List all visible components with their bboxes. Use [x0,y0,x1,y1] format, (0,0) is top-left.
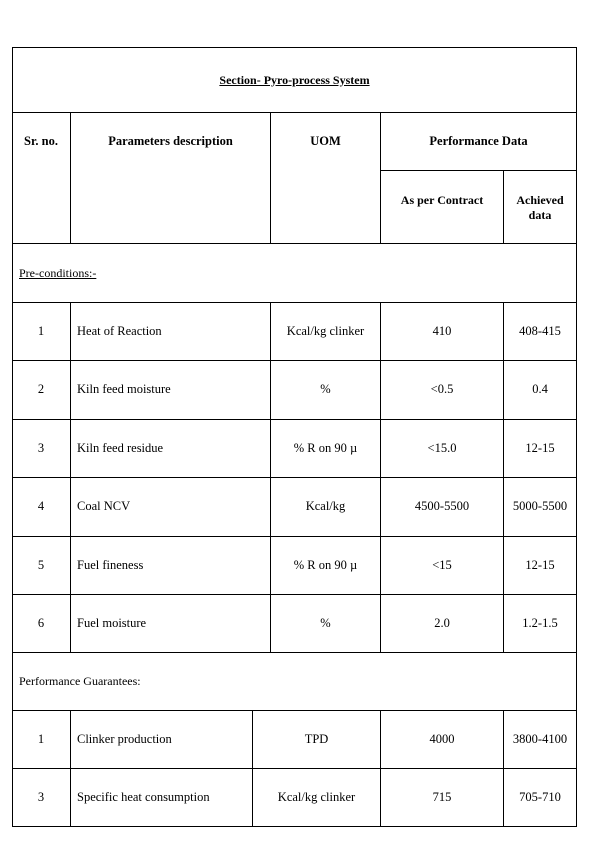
cell-contract: <0.5 [430,382,454,396]
cell-achieved: 3800-4100 [512,731,568,746]
cell-uom: % [320,382,331,396]
cell-parameter: Specific heat consumption [77,789,210,804]
cell-achieved: 408-415 [519,323,561,338]
cell-uom: % R on 90 µ [293,440,358,455]
header-parameter: Parameters description [108,134,233,148]
table-right-border [576,47,577,827]
cell-parameter: Fuel moisture [77,615,147,630]
cell-sr: 2 [37,382,45,396]
cell-sr: 3 [37,789,45,804]
cell-achieved: 1.2-1.5 [522,615,558,630]
cell-achieved: 0.4 [532,382,548,396]
cell-achieved: 12-15 [525,440,555,455]
cell-parameter: Kiln feed moisture [77,382,171,396]
section-preconditions: Pre-conditions:- [19,265,97,280]
cell-contract: 715 [432,789,452,804]
header-uom: UOM [310,134,341,148]
section-guarantees: Performance Guarantees: [19,674,141,688]
cell-sr: 1 [37,323,45,338]
cell-parameter: Coal NCV [77,499,131,513]
cell-uom: % R on 90 µ [293,557,358,572]
header-sr-no: Sr. no. [24,134,58,148]
table-bottom-border [12,826,577,827]
header-performance-data: Performance Data [429,134,528,148]
cell-contract: <15.0 [427,440,457,455]
cell-sr: 3 [37,440,45,455]
cell-uom: Kcal/kg clinker [286,323,365,338]
cell-achieved: 12-15 [525,557,555,572]
cell-uom: Kcal/kg [305,499,346,513]
cell-parameter: Heat of Reaction [77,323,162,338]
cell-sr: 6 [37,615,45,630]
cell-achieved: 5000-5500 [512,499,568,513]
cell-parameter: Clinker production [77,731,172,746]
cell-sr: 4 [37,499,45,513]
header-achieved-data: Achieved data [516,193,564,222]
cell-sr: 1 [37,731,45,746]
cell-sr: 5 [37,557,45,572]
cell-contract: 4500-5500 [414,499,470,513]
cell-parameter: Kiln feed residue [77,440,164,455]
cell-uom: % [320,615,331,630]
table-title: Section- Pyro-process System [219,72,370,87]
cell-contract: 4000 [429,731,455,746]
cell-contract: <15 [432,557,452,572]
cell-achieved: 705-710 [519,789,561,804]
cell-parameter: Fuel fineness [77,557,144,572]
cell-contract: 410 [432,323,452,338]
header-as-per-contract: As per Contract [400,193,484,207]
cell-uom: TPD [304,731,329,746]
cell-uom: Kcal/kg clinker [277,789,356,804]
cell-contract: 2.0 [434,615,450,630]
